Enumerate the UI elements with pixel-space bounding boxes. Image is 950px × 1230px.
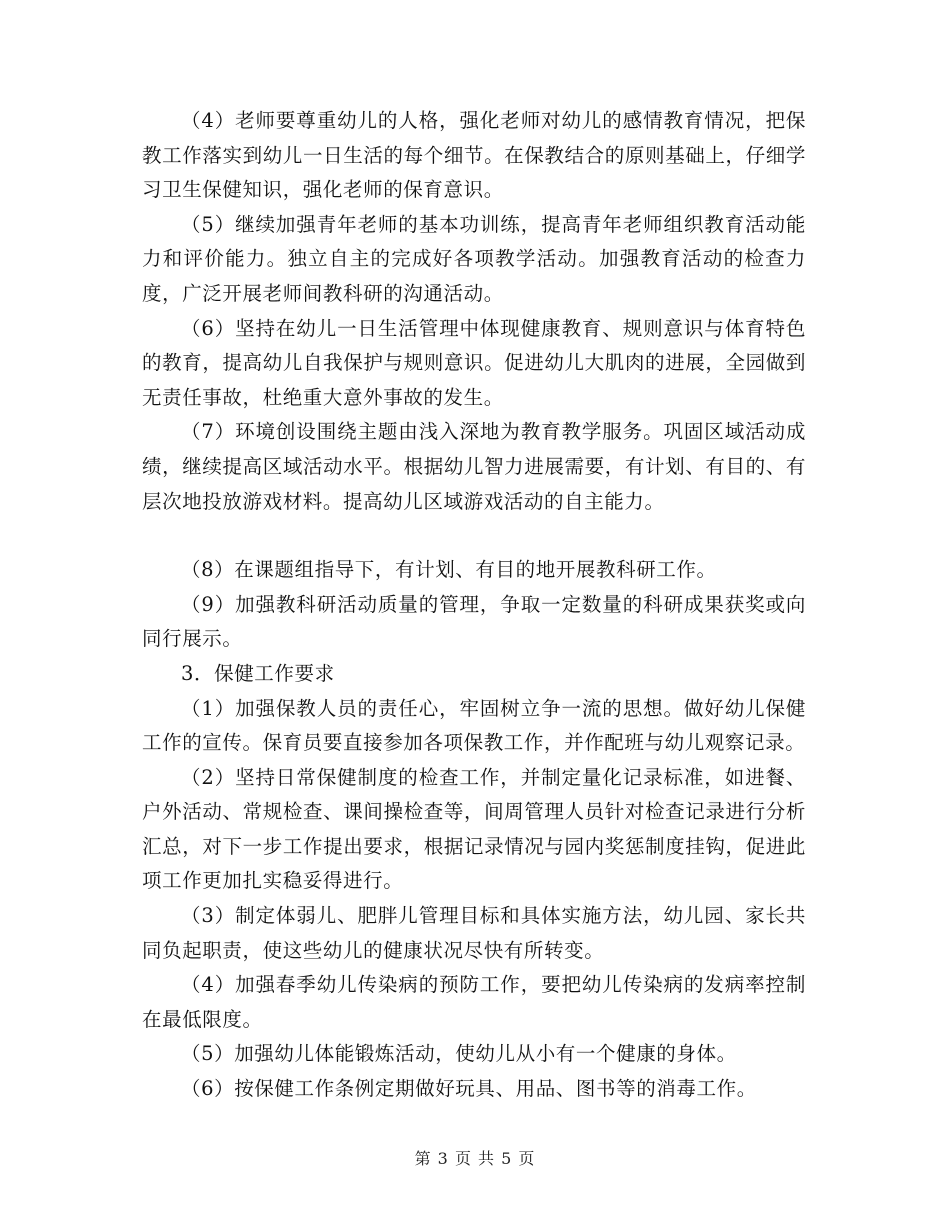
paragraph-teacher-respect: （4）老师要尊重幼儿的人格，强化老师对幼儿的感情教育情况，把保教工作落实到幼儿一日生活的每个细节。在保教结合的原则基础上，仔细学习卫生保健知识，强化老师的保育意识。 — [142, 109, 806, 202]
paragraph-environment-creation: （7）环境创设围绕主题由浅入深地为教育教学服务。巩固区域活动成绩，继续提高区域活动水平。根据幼儿智力进展需要，有计划、有目的、有层次地投放游戏材料。提高幼儿区域游戏活动的自主能力。 — [142, 420, 806, 513]
paragraph-disinfection: （6）按保健工作条例定期做好玩具、用品、图书等的消毒工作。 — [181, 1077, 757, 1101]
paragraph-young-teacher-training: （5）继续加强青年老师的基本功训练，提高青年老师组织教育活动能力和评价能力。独立自主的完成好各项教学活动。加强教育活动的检查力度，广泛开展老师间教科研的沟通活动。 — [142, 212, 806, 305]
paragraph-research-group: （8）在课题组指导下，有计划、有目的地开展教科研工作。 — [181, 558, 717, 582]
page-number-footer: 第 3 页 共 5 页 — [414, 1149, 536, 1168]
paragraph-weak-obese-children: （3）制定体弱儿、肥胖儿管理目标和具体实施方法，幼儿园、家长共同负起职责，使这些幼儿的健康状况尽快有所转变。 — [142, 904, 806, 962]
paragraph-physical-exercise: （5）加强幼儿体能锻炼活动，使幼儿从小有一个健康的身体。 — [181, 1042, 737, 1066]
section-heading-health-requirements: 3．保健工作要求 — [181, 661, 335, 685]
paragraph-health-inspection: （2）坚持日常保健制度的检查工作，并制定量化记录标准，如进餐、户外活动、常规检查、课间操检查等，间周管理人员针对检查记录进行分析汇总，对下一步工作提出要求，根据记录情况与园内奖惩制度挂钩，促进此项工作更加扎实稳妥得进行。 — [142, 765, 806, 893]
paragraph-staff-responsibility: （1）加强保教人员的责任心，牢固树立争一流的思想。做好幼儿保健工作的宣传。保育员要直接参加各项保教工作，并作配班与幼儿观察记录。 — [142, 696, 806, 755]
paragraph-disease-prevention: （4）加强春季幼儿传染病的预防工作，要把幼儿传染病的发病率控制在最低限度。 — [142, 973, 806, 1031]
paragraph-health-education: （6）坚持在幼儿一日生活管理中体现健康教育、规则意识与体育特色的教育，提高幼儿自我保护与规则意识。促进幼儿大肌肉的进展，全园做到无责任事故，杜绝重大意外事故的发生。 — [142, 316, 806, 409]
paragraph-research-quality: （9）加强教科研活动质量的管理，争取一定数量的科研成果获奖或向同行展示。 — [142, 592, 806, 651]
document-body — [142, 104, 806, 1107]
